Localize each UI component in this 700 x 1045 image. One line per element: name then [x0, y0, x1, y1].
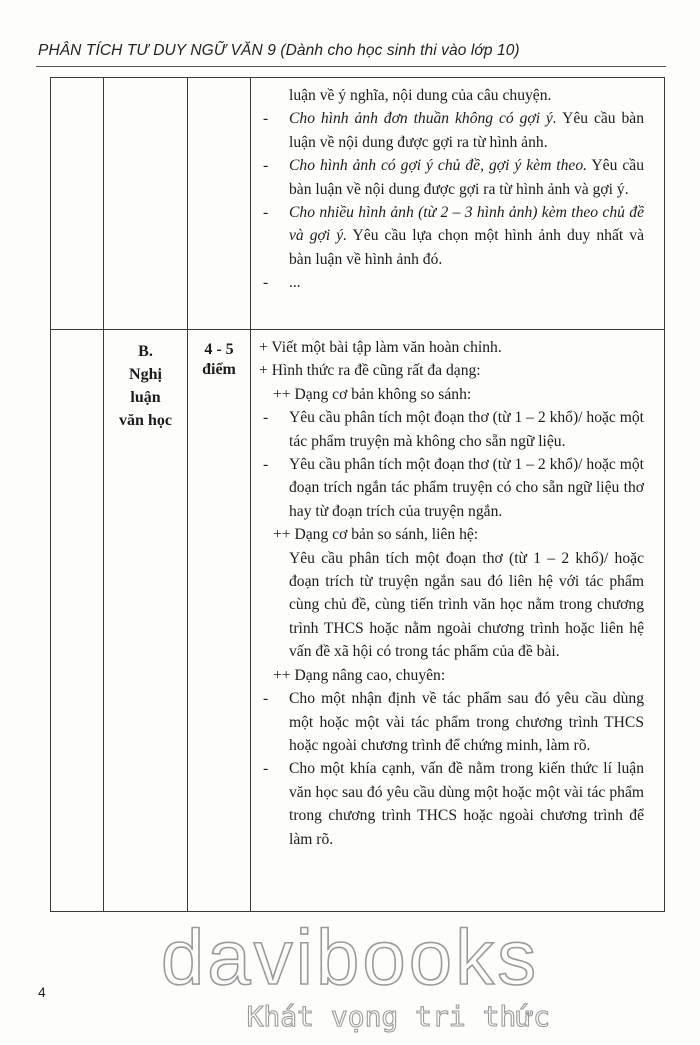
item-text: luận về ý nghĩa, nội dung của câu chuyện.: [289, 87, 552, 104]
section-label-line: văn học: [119, 412, 172, 429]
score-label-line: điểm: [202, 361, 236, 378]
header-rule: [36, 66, 666, 67]
item-text: Yêu cầu bàn luận về nội dung được gợi ra từ hình ảnh và gợi ý.: [289, 157, 644, 198]
watermark-tagline: Khát vọng tri thức: [246, 1000, 550, 1033]
page-number: 4: [38, 984, 46, 1000]
score-cell: [188, 330, 251, 912]
item-text: Yêu cầu phân tích một đoạn thơ (từ 1 – 2 khổ)/ hoặc đoạn trích từ truyện ngắn sau đó liên hệ với tác phẩm cùng chủ đề, cùng tiến trình văn học nằm trong chương trình THCS hoặc nằm ngoài chương trình hoặc liên hệ vấn đề xã hội có trong tác phẩm của đề bài.: [289, 549, 644, 661]
item-text: + Hình thức ra đề cũng rất đa dạng:: [259, 362, 481, 380]
section-label-line: Nghị: [129, 366, 162, 383]
item-text: Cho một khía cạnh, vấn đề nằm trong kiến thức lí luận văn học sau đó yêu cầu dùng một hoặc một vài tác phẩm trong chương trình THCS hoặc ngoài chương trình để làm rõ.: [289, 760, 644, 848]
list-item: [259, 336, 644, 359]
list-item: [259, 154, 644, 201]
exam-structure-table: [50, 77, 665, 912]
score-label-line: 4 - 5: [204, 341, 234, 358]
section-label-line: B.: [138, 343, 153, 360]
list-item: [259, 664, 644, 687]
list-item: [259, 453, 644, 523]
item-text: Yêu cầu phân tích một đoạn thơ (từ 1 – 2 khổ)/ hoặc một tác phẩm truyện mà không cho sẵn ngữ liệu.: [289, 409, 644, 450]
item-text: Yêu cầu phân tích một đoạn thơ (từ 1 – 2 khổ)/ hoặc một đoạn trích ngắn tác phẩm truyện có cho sẵn ngữ liệu thơ hay từ đoạn trích của truyện ngắn.: [289, 456, 644, 520]
list-item: [259, 406, 644, 453]
table-row: [51, 78, 665, 330]
list-item: [259, 383, 644, 406]
table-cell-content: [251, 330, 665, 912]
score-label: [188, 330, 250, 380]
emphasis-text: Cho hình ảnh có gợi ý chủ đề, gợi ý kèm theo.: [289, 157, 588, 175]
table-cell-empty: [104, 78, 188, 330]
item-text: Yêu cầu bàn luận về nội dung được gợi ra từ hình ảnh.: [289, 110, 644, 151]
item-text: Cho một nhận định về tác phẩm sau đó yêu cầu dùng một hoặc một vài tác phẩm trong chương trình THCS hoặc ngoài chương trình để chứng minh, làm rõ.: [289, 690, 644, 754]
list-item: [259, 547, 644, 664]
watermark-brand: davibooks: [160, 913, 540, 1001]
emphasis-text: Cho nhiều hình ảnh (từ 2 – 3 hình ảnh) kèm theo chủ đề và gợi ý.: [289, 204, 644, 245]
row2-content: [251, 330, 664, 855]
item-text: ++ Dạng cơ bản không so sánh:: [273, 385, 472, 403]
section-cell: [104, 330, 188, 912]
list-item: [259, 687, 644, 757]
table-cell-content: [251, 78, 665, 330]
table-cell-empty: [188, 78, 251, 330]
list-item: [259, 271, 644, 294]
emphasis-text: Cho hình ảnh đơn thuần không có gợi ý.: [289, 110, 557, 128]
item-text: ...: [289, 274, 301, 292]
item-text: ++ Dạng nâng cao, chuyên:: [273, 666, 446, 684]
section-label-line: luận: [130, 389, 161, 406]
list-item: [259, 84, 644, 107]
table-cell-empty: [51, 78, 104, 330]
list-item: [259, 107, 644, 154]
list-item: [259, 359, 644, 382]
section-label: [104, 330, 187, 432]
item-text: + Viết một bài tập làm văn hoàn chỉnh.: [259, 339, 502, 356]
list-item: [259, 757, 644, 851]
list-item: [259, 523, 644, 546]
running-header: PHÂN TÍCH TƯ DUY NGỮ VĂN 9 (Dành cho học sinh thi vào lớp 10): [38, 42, 520, 59]
table-cell-empty: [51, 330, 104, 912]
list-item: [259, 201, 644, 271]
item-text: Yêu cầu lựa chọn một hình ảnh duy nhất và bàn luận về hình ảnh đó.: [289, 227, 644, 268]
item-text: ++ Dạng cơ bản so sánh, liên hệ:: [273, 526, 479, 544]
row1-content: [251, 78, 664, 299]
table-row: [51, 330, 665, 912]
